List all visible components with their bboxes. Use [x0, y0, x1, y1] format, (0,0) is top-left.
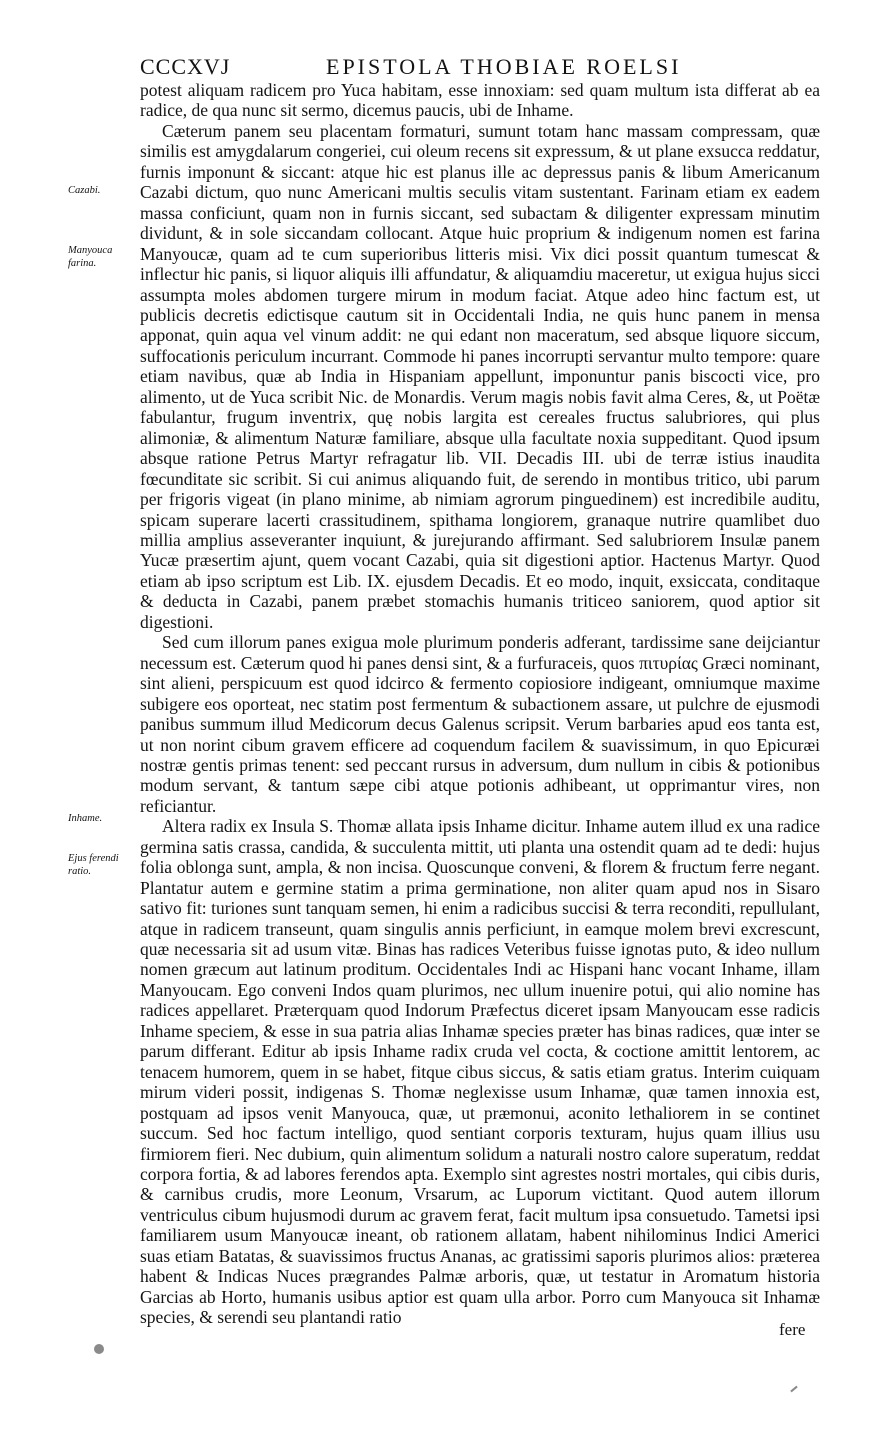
- folio-number: CCCXVJ: [140, 54, 231, 79]
- ink-blot: [94, 1344, 104, 1354]
- paragraph: Sed cum illorum panes exigua mole plurimum ponderis adferant, tardissime sane deijciantur necessum est. Cæterum quod hi panes densi sint, & a furfuraceis, quos πιτυρίας Græci nominant, sint alieni, perspicuum est quod idcirco & fermento copiosiore indigeant, omniumque maxime subigere eos oporteat, nec statim post fermentum & subactionem assare, ut pulchre de ejusmodi panibus summum illud Medicorum decus Galenus scripsit. Verum barbaries apud eos tanta est, ut non norint cibum gravem efficere ad coquendum facilem & suavissimum, in quo Epicuræi nostræ gentis primas tenent: sed peccant rursus in adversum, dum nullum in cibis & potionibus modum servant, & tantum sæpe cibi atque potionis adhibeant, ut opprimantur vires, non reficiantur.: [140, 632, 820, 816]
- margin-note-ferendi: Ejus ferendi ratio.: [68, 853, 119, 877]
- paragraph: potest aliquam radicem pro Yuca habitam, esse innoxiam: sed quam multum ista differat ab ea radice, de qua nunc sit sermo, dicemus paucis, ubi de Inhame.: [140, 80, 820, 121]
- running-title: EPISTOLA THOBIAE ROELSI: [326, 54, 682, 79]
- pen-mark: [790, 1386, 797, 1393]
- catchword: fere: [779, 1320, 806, 1339]
- margin-note-inhame: Inhame.: [68, 813, 103, 824]
- main-text: [140, 80, 820, 1328]
- paragraph: Cæterum panem seu placentam formaturi, sumunt totam hanc massam compressam, quæ similis est amygdalarum congeriei, cui oleum recens sit expressum, & ut plane exsucca reddatur, furnis imponunt & siccant: atque hic est planus ille ac depressus panis & libum Americanum Cazabi dictum, quo nunc Americani multis seculis vitam sustentant. Farinam etiam ex eadem massa conficiunt, quam non in furnis siccant, sed subactam & diligenter expressam minutim dividunt, & in sole siccandam collocant. Atque huic proprium & indigenum nomen est farina Manyoucæ, quam ad te cum superioribus litteris misi. Vix dici possit quantum tumescat & inflectur hic panis, si liquor aliquis illi affundatur, & aliquamdiu maceretur, ut exigua hujus sicci assumpta moles abdomen turgere mirum in modum faciat. Atque adeo hinc factum est, ut publicis decretis edictisque cautum sit in Occidentali India, ne quis hunc panem in mensa apponat, quin aqua vel vinum addit: ne qui edant non maceratum, sed absque liquore siccum, suffocationis periculum incurrant. Commode hi panes incorrupti servantur multo tempore: quare etiam navibus, quæ ab India in Hispaniam appellunt, imponuntur panis biscocti vice, pro alimento, ut de Yuca scribit Nic. de Monardis. Verum magis nobis favit alma Ceres, &, ut Poëtæ fabulantur, frugum inventrix, quę nobis largita est cereales fructus salubriores, qui plus alimoniæ, & alimentum Naturæ familiare, absque ulla facultate noxia suppeditant. Quod ipsum absque ratione Petrus Martyr refragatur lib. VII. Decadis III. ubi de terræ istius inaudita fœcunditate sic scribit. Si cui animus aliquando fuit, de serendo in montibus tritico, ubi parum per frigoris vigeat (in plano minime, ab nimiam agrorum pinguedinem) est incredibile auditu, spicam superare lacerti crassitudinem, spithama longiorem, granaque nutrire quamlibet duo millia amplius asseveranter inquiunt, & jurejurando affirmant. Sed salubriorem Insulæ panem Yucæ præsertim ajunt, quem vocant Cazabi, quia sit digestioni aptior. Hactenus Martyr. Quod etiam ab ipso scriptum est Lib. IX. ejusdem Decadis. Et eo modo, inquit, exsiccata, conditaque & deducta in Cazabi, panem præbet stomachis humanis triticeo saniorem, quod aptior sit digestioni.: [140, 120, 820, 632]
- paragraph: Altera radix ex Insula S. Thomæ allata ipsis Inhame dicitur. Inhame autem illud ex una radice germina satis crassa, candida, & succulenta mittit, uti planta una ostendit quam ad te dedi: hujus folia oblonga sunt, ampla, & non incisa. Quoscunque conveni, & florem & fructum ferre negant. Plantatur autem e germine statim a prima germinatione, non aliter quam apud nos in Sisaro sativo fit: turiones sunt tanquam semen, hi enim a radicibus succisi & terra reconditi, repullulant, atque in radicem transeunt, quam singulis annis perficiunt, in eamque molem brevi excrescunt, quæ necessaria sit ad usum vitæ. Binas has radices Veteribus fuisse ignotas puto, & ideo nullum nomen græcum aut latinum proditum. Occidentales Indi ac Hispani hanc vocant Inhame, illam Manyoucam. Ego conveni Indos quam plurimos, nec ullum inuenire potui, qui alio nomine has radices appellaret. Præterquam quod Indorum Præfectus diceret ipsam Manyoucam esse radicis Inhame speciem, & esse in sua patria alias Inhamæ species præter has binas radices, quæ inter se parum differant. Editur ab ipsis Inhame radix cruda vel cocta, & coctione amittit lentorem, ac tenacem humorem, quem in se habet, fitque cibus siccus, & satis etiam gratus. Interim cuiquam mirum videri possit, indigenas S. Thomæ neglexisse usum Inhamæ, quæ tamen innoxia est, postquam ad ipsos venit Manyouca, quæ, ut præmonui, aconito lethaliorem in se continet succum. Sed hoc factum intelligo, quod sentiant corporis texturam, hujus quam illius usu firmiorem fieri. Nec dubium, quin alimentum solidum a naturali nostro calore superatum, reddat corpora fortia, & ad labores ferendos apta. Exemplo sint agrestes nostri mortales, qui cibis duris, & carnibus crudis, more Leonum, Vrsarum, ac Luporum victitant. Quod autem illorum ventriculus cibum hujusmodi durum ac gravem ferat, facit multum ipsa consuetudo. Tametsi ipsi familiarem usum Manyoucæ ineant, ob rationem allatam, habent nihilominus Indici Americi suas etiam Batatas, & suavissimos fructus Ananas, ac gratissimi saporis plurimos alios: præterea habent & Indicas Nuces prægrandes Palmæ arboris, quæ, ut testatur in Aromatum historia Garcias ab Horto, humanis usibus aptior est quam ulla arbor. Porro cum Manyouca sit Inhamæ species, & serendi seu plantandi ratio: [140, 816, 820, 1328]
- margin-note-cazabi: Cazabi.: [68, 185, 101, 196]
- margin-note-manyouca: Manyouca farina.: [68, 245, 113, 269]
